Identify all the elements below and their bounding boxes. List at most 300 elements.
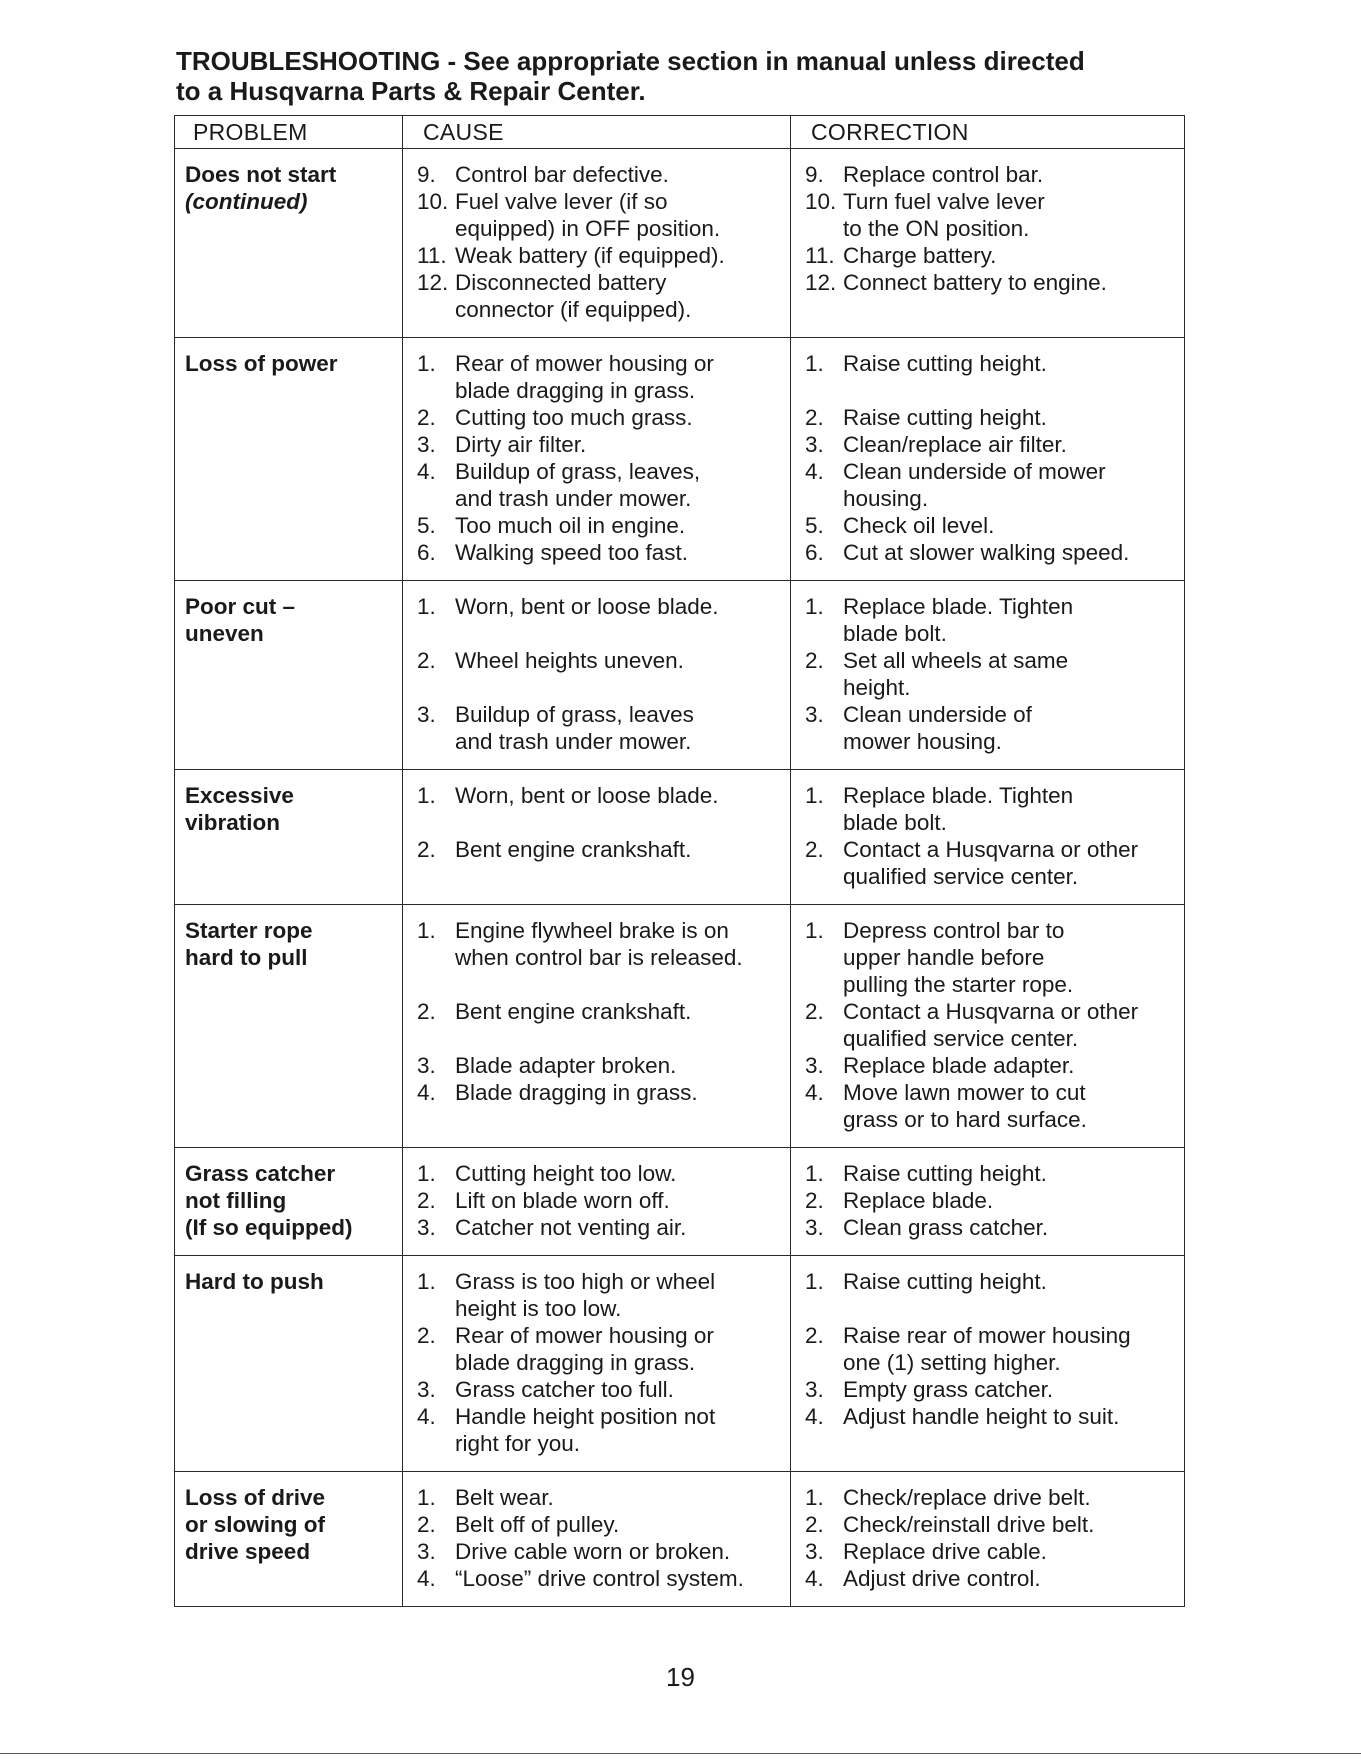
item-text-line: Check/reinstall drive belt. (843, 1512, 1095, 1537)
correction-item (801, 1322, 1178, 1376)
item-text (455, 701, 694, 755)
correction-item (801, 404, 1178, 431)
cause-item (413, 539, 784, 566)
item-text-line: Replace drive cable. (843, 1539, 1047, 1564)
correction-item (801, 1511, 1178, 1538)
problem-cell (175, 149, 403, 338)
item-number: 6. (417, 540, 436, 565)
correction-cell (791, 1148, 1185, 1256)
item-text-line: blade bolt. (843, 810, 947, 835)
page-heading (176, 46, 1196, 106)
item-number: 1. (805, 594, 824, 619)
item-text-line: Handle height position not (455, 1404, 716, 1429)
table-row (175, 581, 1185, 770)
item-text (455, 431, 586, 458)
problem-text: Loss of drive (185, 1485, 326, 1510)
item-text-line: Connect battery to engine. (843, 270, 1107, 295)
item-text (843, 1079, 1087, 1133)
correction-item (801, 1160, 1178, 1187)
table-row (175, 905, 1185, 1148)
cause-item (413, 1187, 784, 1214)
item-number: 11. (417, 243, 447, 268)
cause-item (413, 701, 784, 755)
item-text (455, 1538, 730, 1565)
problem-text: (continued) (185, 189, 308, 214)
item-number: 3. (805, 432, 824, 457)
item-text (455, 836, 691, 890)
item-number: 2. (805, 1323, 824, 1348)
item-text (455, 917, 743, 998)
item-text (455, 512, 685, 539)
item-text (455, 998, 691, 1052)
item-text-line: Charge battery. (843, 243, 997, 268)
item-number: 3. (805, 1215, 824, 1240)
item-number: 9. (417, 162, 436, 187)
item-number: 2. (417, 648, 436, 673)
cause-item (413, 1322, 784, 1376)
item-text (843, 458, 1106, 512)
item-text-line: Control bar defective. (455, 162, 669, 187)
cause-cell (403, 1148, 791, 1256)
problem-text: Loss of power (185, 351, 338, 376)
cause-item (413, 1052, 784, 1079)
item-text-line: Check oil level. (843, 513, 995, 538)
cause-item (413, 458, 784, 512)
item-text-line: Adjust handle height to suit. (843, 1404, 1120, 1429)
cause-cell (403, 1472, 791, 1607)
problem-text: Poor cut – (185, 594, 296, 619)
item-text (843, 1268, 1047, 1322)
problem-text: (If so equipped) (185, 1215, 353, 1240)
correction-cell (791, 338, 1185, 581)
correction-item (801, 782, 1178, 836)
table-row (175, 1148, 1185, 1256)
column-header-cause: CAUSE (403, 116, 791, 149)
heading-line-2: to a Husqvarna Parts & Repair Center. (176, 76, 646, 106)
item-text-line: Move lawn mower to cut (843, 1080, 1086, 1105)
item-text (843, 539, 1129, 566)
item-number: 3. (417, 432, 436, 457)
item-text (455, 161, 669, 188)
item-number: 2. (417, 405, 436, 430)
correction-item (801, 269, 1178, 296)
problem-text: Starter rope (185, 918, 313, 943)
problem-cell (175, 581, 403, 770)
item-number: 2. (805, 999, 824, 1024)
item-number: 3. (805, 702, 824, 727)
item-number: 10. (417, 189, 449, 214)
item-text-line: Cutting too much grass. (455, 405, 693, 430)
item-text-line (455, 674, 684, 701)
item-text-line: to the ON position. (843, 216, 1030, 241)
item-text-line: Catcher not venting air. (455, 1215, 687, 1240)
item-text (455, 1565, 744, 1592)
problem-cell (175, 905, 403, 1148)
table-body (175, 149, 1185, 1607)
item-text (455, 1322, 714, 1376)
item-text-line: Worn, bent or loose blade. (455, 594, 719, 619)
item-text (455, 1511, 619, 1538)
item-text-line: Raise rear of mower housing (843, 1323, 1131, 1348)
item-text-line: Wheel heights uneven. (455, 648, 684, 673)
item-text-line (455, 809, 719, 836)
correction-cell (791, 1472, 1185, 1607)
correction-item (801, 917, 1178, 998)
item-number: 4. (417, 1080, 436, 1105)
item-text-line: blade bolt. (843, 621, 947, 646)
item-number: 1. (805, 351, 824, 376)
item-text-line: Set all wheels at same (843, 648, 1069, 673)
item-text (455, 1484, 554, 1511)
item-text-line: Replace blade adapter. (843, 1053, 1075, 1078)
cause-cell (403, 149, 791, 338)
item-number: 2. (417, 1512, 436, 1537)
item-text-line: Adjust drive control. (843, 1566, 1041, 1591)
cause-item (413, 593, 784, 647)
cause-cell (403, 905, 791, 1148)
item-text-line: Fuel valve lever (if so (455, 189, 668, 214)
item-number: 5. (805, 513, 824, 538)
item-text-line: Contact a Husqvarna or other (843, 837, 1139, 862)
column-header-problem: PROBLEM (175, 116, 403, 149)
item-text (843, 917, 1073, 998)
item-text-line: upper handle before (843, 945, 1045, 970)
problem-text: vibration (185, 810, 281, 835)
item-text (843, 1214, 1048, 1241)
item-text (843, 431, 1067, 458)
table-header-row (175, 116, 1185, 149)
cause-item (413, 404, 784, 431)
correction-item (801, 1268, 1178, 1322)
item-number: 9. (805, 162, 824, 187)
item-number: 3. (417, 702, 436, 727)
item-text-line (455, 863, 691, 890)
correction-cell (791, 770, 1185, 905)
item-text-line: Cut at slower walking speed. (843, 540, 1130, 565)
item-text-line (455, 620, 719, 647)
correction-item (801, 1484, 1178, 1511)
item-text-line (843, 1430, 1119, 1457)
item-text-line: Empty grass catcher. (843, 1377, 1054, 1402)
table-row (175, 338, 1185, 581)
item-text-line: and trash under mower. (455, 486, 692, 511)
item-text (455, 404, 693, 431)
item-text-line: blade dragging in grass. (455, 1350, 696, 1375)
correction-item (801, 1187, 1178, 1214)
item-number: 3. (805, 1539, 824, 1564)
item-text (843, 1052, 1074, 1079)
correction-item (801, 1403, 1178, 1457)
item-number: 4. (805, 1404, 824, 1429)
cause-item (413, 431, 784, 458)
cause-item (413, 512, 784, 539)
item-text (843, 1376, 1053, 1403)
problem-text: Does not start (185, 162, 337, 187)
item-text-line: Belt off of pulley. (455, 1512, 620, 1537)
correction-item (801, 350, 1178, 404)
item-text (843, 593, 1073, 647)
table-row (175, 149, 1185, 338)
item-text (843, 1187, 993, 1214)
cause-item (413, 1538, 784, 1565)
item-number: 1. (417, 594, 436, 619)
item-text (843, 512, 994, 539)
item-text (843, 269, 1107, 296)
item-number: 1. (417, 1269, 436, 1294)
item-text (843, 647, 1068, 701)
table-row (175, 1256, 1185, 1472)
problem-text: hard to pull (185, 945, 308, 970)
item-number: 4. (417, 1404, 436, 1429)
item-text (455, 458, 700, 512)
table-row (175, 770, 1185, 905)
item-text-line: Contact a Husqvarna or other (843, 999, 1139, 1024)
item-text-line: Replace blade. Tighten (843, 594, 1074, 619)
item-text-line (843, 377, 1047, 404)
item-number: 1. (417, 1161, 436, 1186)
item-text-line: Check/replace drive belt. (843, 1485, 1091, 1510)
correction-item (801, 242, 1178, 269)
correction-item (801, 188, 1178, 242)
item-text (455, 1052, 676, 1079)
item-text-line: Replace blade. (843, 1188, 994, 1213)
item-number: 3. (417, 1377, 436, 1402)
item-text-line: “Loose” drive control system. (455, 1566, 744, 1591)
item-text-line: equipped) in OFF position. (455, 216, 721, 241)
correction-item (801, 998, 1178, 1052)
cause-cell (403, 581, 791, 770)
page-number: 19 (666, 1662, 695, 1692)
item-text-line: Rear of mower housing or (455, 1323, 714, 1348)
item-text-line (455, 1106, 698, 1133)
cause-item (413, 350, 784, 404)
item-text-line: pulling the starter rope. (843, 972, 1074, 997)
item-text-line: connector (if equipped). (455, 297, 692, 322)
item-number: 6. (805, 540, 824, 565)
problem-cell (175, 1472, 403, 1607)
item-text-line: Bent engine crankshaft. (455, 837, 692, 862)
item-text-line: Clean underside of (843, 702, 1032, 727)
item-text-line: housing. (843, 486, 929, 511)
cause-item (413, 1268, 784, 1322)
item-text-line: Replace blade. Tighten (843, 783, 1074, 808)
item-text-line: height. (843, 675, 911, 700)
item-text (843, 242, 996, 269)
item-text-line: Replace control bar. (843, 162, 1044, 187)
cause-cell (403, 770, 791, 905)
item-text-line: Blade adapter broken. (455, 1053, 677, 1078)
correction-cell (791, 1256, 1185, 1472)
item-text (455, 1268, 715, 1322)
item-number: 2. (417, 1188, 436, 1213)
item-text-line: one (1) setting higher. (843, 1350, 1061, 1375)
item-text (843, 350, 1047, 404)
problem-cell (175, 770, 403, 905)
item-text (455, 1403, 715, 1457)
correction-item (801, 431, 1178, 458)
cause-item (413, 998, 784, 1052)
item-number: 12. (417, 270, 449, 295)
item-text-line: Lift on blade worn off. (455, 1188, 670, 1213)
item-number: 4. (805, 459, 824, 484)
item-number: 1. (805, 918, 824, 943)
correction-cell (791, 149, 1185, 338)
item-number: 1. (417, 918, 436, 943)
item-number: 1. (805, 1161, 824, 1186)
item-text-line: qualified service center. (843, 1026, 1079, 1051)
item-number: 1. (417, 351, 436, 376)
item-text (455, 350, 714, 404)
item-text (455, 782, 719, 836)
item-text-line (455, 1025, 691, 1052)
cause-item (413, 1511, 784, 1538)
item-text-line: Drive cable worn or broken. (455, 1539, 731, 1564)
item-number: 1. (417, 783, 436, 808)
cause-item (413, 647, 784, 701)
item-text-line: Depress control bar to (843, 918, 1065, 943)
item-text-line: Buildup of grass, leaves, (455, 459, 701, 484)
correction-cell (791, 581, 1185, 770)
item-text (455, 242, 725, 269)
item-number: 2. (417, 837, 436, 862)
item-text-line: blade dragging in grass. (455, 378, 696, 403)
item-text-line: Walking speed too fast. (455, 540, 689, 565)
item-number: 2. (805, 648, 824, 673)
problem-text: Grass catcher (185, 1161, 336, 1186)
correction-item (801, 1538, 1178, 1565)
cause-item (413, 1403, 784, 1457)
item-text-line: Raise cutting height. (843, 1269, 1047, 1294)
item-number: 3. (417, 1053, 436, 1078)
item-text (455, 1187, 670, 1214)
item-text-line: Engine flywheel brake is on (455, 918, 729, 943)
item-number: 2. (805, 1512, 824, 1537)
item-number: 10. (805, 189, 837, 214)
item-text-line: Bent engine crankshaft. (455, 999, 692, 1024)
item-text-line: Worn, bent or loose blade. (455, 783, 719, 808)
correction-item (801, 1079, 1178, 1133)
item-number: 2. (805, 1188, 824, 1213)
item-number: 1. (805, 783, 824, 808)
cause-item (413, 917, 784, 998)
item-number: 1. (805, 1269, 824, 1294)
item-text-line: Clean/replace air filter. (843, 432, 1067, 457)
item-text (455, 593, 719, 647)
item-text (455, 1214, 686, 1241)
item-text (843, 1538, 1047, 1565)
item-text-line: Too much oil in engine. (455, 513, 686, 538)
problem-text: drive speed (185, 1539, 311, 1564)
problem-cell (175, 1256, 403, 1472)
item-number: 2. (805, 837, 824, 862)
item-number: 4. (417, 1566, 436, 1591)
item-number: 2. (417, 1323, 436, 1348)
item-text (843, 1565, 1041, 1592)
item-text-line: Weak battery (if equipped). (455, 243, 725, 268)
item-text-line: Raise cutting height. (843, 351, 1047, 376)
item-text (843, 1403, 1119, 1457)
cause-item (413, 161, 784, 188)
item-text-line: and trash under mower. (455, 729, 692, 754)
item-text (843, 782, 1073, 836)
cause-item (413, 836, 784, 890)
correction-item (801, 1214, 1178, 1241)
cause-item (413, 1484, 784, 1511)
item-text (843, 1322, 1131, 1376)
item-number: 4. (805, 1566, 824, 1591)
column-header-correction: CORRECTION (791, 116, 1185, 149)
item-number: 1. (805, 1485, 824, 1510)
correction-item (801, 1376, 1178, 1403)
item-text (455, 188, 720, 242)
item-text (843, 998, 1138, 1052)
problem-text: not filling (185, 1188, 287, 1213)
item-text-line: Raise cutting height. (843, 405, 1047, 430)
item-text-line: Clean grass catcher. (843, 1215, 1049, 1240)
cause-item (413, 188, 784, 242)
cause-item (413, 782, 784, 836)
item-text (843, 1511, 1094, 1538)
correction-item (801, 647, 1178, 701)
cause-item (413, 1565, 784, 1592)
bottom-rule (0, 1753, 1361, 1754)
item-text-line: Clean underside of mower (843, 459, 1106, 484)
correction-cell (791, 905, 1185, 1148)
item-number: 3. (805, 1377, 824, 1402)
problem-text: uneven (185, 621, 264, 646)
item-text (455, 539, 688, 566)
problem-cell (175, 1148, 403, 1256)
item-text (843, 836, 1138, 890)
item-text-line: Turn fuel valve lever (843, 189, 1045, 214)
item-text-line: height is too low. (455, 1296, 622, 1321)
cause-item (413, 1376, 784, 1403)
item-number: 2. (805, 405, 824, 430)
item-number: 5. (417, 513, 436, 538)
item-number: 2. (417, 999, 436, 1024)
item-text-line: grass or to hard surface. (843, 1107, 1087, 1132)
item-text-line: qualified service center. (843, 864, 1079, 889)
problem-text: or slowing of (185, 1512, 325, 1537)
item-text (455, 269, 691, 323)
item-text-line: right for you. (455, 1431, 581, 1456)
item-text-line: Cutting height too low. (455, 1161, 677, 1186)
troubleshooting-table (174, 115, 1185, 1607)
correction-item (801, 593, 1178, 647)
correction-item (801, 458, 1178, 512)
item-text-line (843, 1295, 1047, 1322)
item-text-line: Blade dragging in grass. (455, 1080, 698, 1105)
cause-item (413, 1160, 784, 1187)
item-text-line: Disconnected battery (455, 270, 667, 295)
item-number: 12. (805, 270, 837, 295)
item-text-line: Raise cutting height. (843, 1161, 1047, 1186)
problem-text: Hard to push (185, 1269, 324, 1294)
item-number: 1. (417, 1485, 436, 1510)
item-text (843, 701, 1032, 755)
item-text-line (455, 971, 743, 998)
item-number: 4. (805, 1080, 824, 1105)
cause-item (413, 1079, 784, 1133)
item-text (455, 647, 684, 701)
correction-item (801, 1052, 1178, 1079)
item-text (843, 404, 1047, 431)
item-text (843, 1484, 1091, 1511)
item-number: 11. (805, 243, 835, 268)
item-number: 3. (417, 1215, 436, 1240)
item-number: 3. (805, 1053, 824, 1078)
heading-line-1: TROUBLESHOOTING - See appropriate section in manual unless directed (176, 46, 1085, 76)
